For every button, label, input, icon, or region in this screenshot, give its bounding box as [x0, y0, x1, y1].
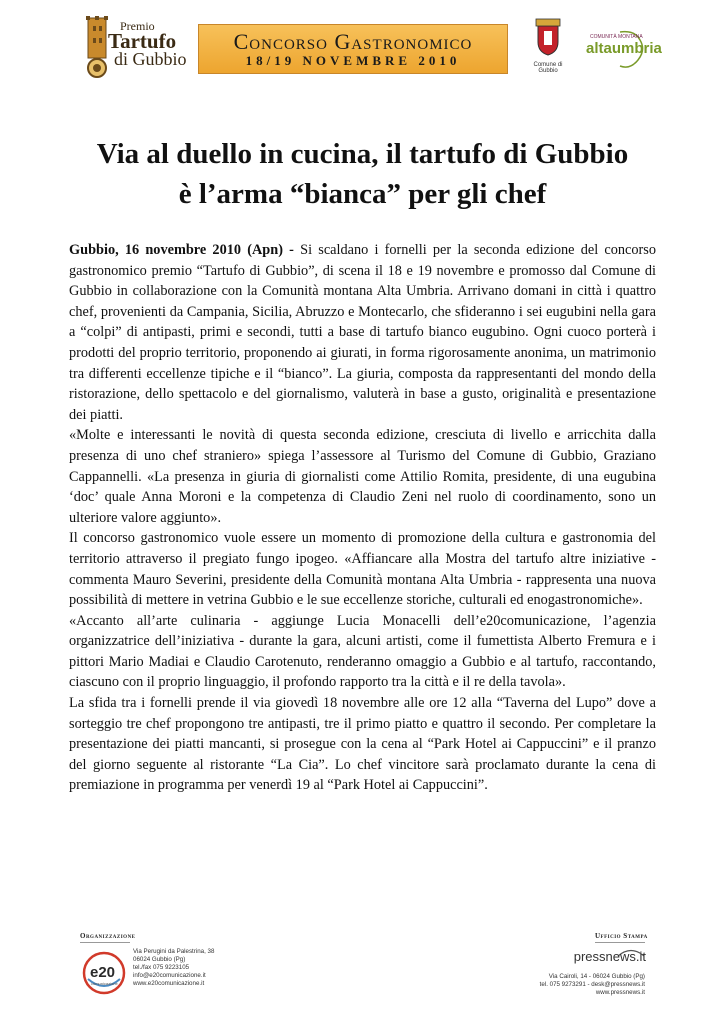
org-website: www.e20comunicazione.it: [133, 980, 205, 987]
e20-circle-icon: [80, 949, 128, 997]
paragraph-4: «Accanto all’arte culinaria - aggiunge Lucia Monacelli dell’e20comunicazione, l’agenzia organizzatrice dell’iniziativa - durante la gara, alcuni artisti, come il fumettista Alberto Fremura e i pittori Mario Madiai e Claudio Carotenuto, renderanno omaggio a Gubbio e al tartufo, raccontando, ciascuno con il proprio linguaggio, il profondo rapporto tra la città e il re della tavola».: [69, 612, 656, 691]
dateline: Gubbio, 16 novembre 2010 (Apn) -: [69, 242, 294, 258]
org-label: Organizzazione: [80, 932, 136, 940]
comune-crest: [527, 18, 569, 72]
letterhead: [0, 0, 725, 90]
org-email: info@e20comunicazione.it: [133, 972, 206, 979]
banner-date: 18/19 NOVEMBRE 2010: [245, 53, 461, 68]
org-phone: tel./fax 075 9223105: [133, 964, 190, 971]
gubbio-word: di Gubbio: [114, 49, 187, 69]
banner-title: Concorso Gastronomico: [233, 29, 473, 54]
press-phone: tel. 075 9273291 - desk@pressnews.it: [539, 981, 645, 988]
e20-text: e20: [90, 964, 116, 981]
paragraph-1-text: Si scaldano i fornelli per la seconda edizione del concorso gastronomico premio “Tartufo di Gubbio”, di scena il 18 e 19 novembre e promosso dal Comune di Gubbio in collaborazione con la Comunità montana Alta Umbria. Arrivano domani in città i quattro chef, provenienti da Campania, Sicilia, Abruzzo e Montecarlo, che sfideranno i sei eugubini nella gara a “colpi” di antipasti, primi e secondi, tutti a base di tartufo bianco eugubino. Ogni cuoco porterà i prodotti del proprio territorio, proponendo ai giurati, in forma rigorosamente anonima, un matrimonio tra differenti eccellenze tipiche e il “bianco”. La giuria, composta da rappresentanti del mondo della ristorazione, dello spettacolo e del giornalismo, valuterà in base a gusto, originalità e presentazione dei piatti.: [69, 242, 656, 423]
premio-word: Premio: [120, 19, 155, 33]
title-line-2: è l’arma “bianca” per gli chef: [178, 178, 547, 210]
org-address-1: Via Perugini da Palestrina, 38: [133, 948, 215, 955]
altaumbria-small: COMUNITÀ MONTANA: [590, 34, 643, 40]
e20-sub: comunicazione: [91, 981, 118, 986]
paragraph-1: [69, 240, 656, 425]
pressnews-name: pressnews.it: [573, 949, 646, 964]
press-website: www.pressnews.it: [595, 989, 645, 996]
altaumbria-name: altaumbria: [586, 40, 662, 57]
crest-label: Comune di Gubbio: [533, 62, 563, 74]
article-title: [40, 134, 685, 214]
paragraph-5: La sfida tra i fornelli prende il via giovedì 18 novembre alle ore 12 alla “Taverna del Lupo” dove a sorteggio tre chef propongono tre antipasti, tre il primo piatto e quattro il secondo. Per completare la presentazione dei piatti mancanti, si prosegue con la cena al “Park Hotel ai Cappuccini” e il pranzo del giorno seguente al ristorante “La Cia”. Lo chef vincitore sarà proclamato durante la cena di premiazione in programma per venerdì 19 al “Park Hotel ai Cappuccini”.: [69, 695, 656, 794]
e20-logo: [80, 949, 128, 997]
tartufo-word: Tartufo: [108, 29, 177, 53]
crest-icon: [533, 18, 563, 56]
paragraph-2: «Molte e interessanti le novità di questa seconda edizione, cresciuta di livello e arricchita dalla presenza di uno chef straniero» spiega l’assessore al Turismo del Comune di Gubbio, Graziano Cappannelli. «La presenza in giuria di giornalisti come Attilio Romita, presidente, di una eugubina ‘doc’ quale Anna Moroni e la competenza di Claudio Zeni nel ruolo di coordinamento, sono un ulteriore valore aggiunto».: [69, 427, 656, 526]
pressnews-logo: [566, 947, 646, 971]
tower-icon: [84, 14, 110, 80]
press-divider: [595, 942, 645, 943]
org-address-2: 06024 Gubbio (Pg): [133, 956, 186, 963]
title-line-1: Via al duello in cucina, il tartufo di Gubbio: [96, 138, 629, 170]
org-divider: [80, 942, 130, 943]
org-contact: [133, 948, 214, 988]
paragraph-3: Il concorso gastronomico vuole essere un momento di promozione della cultura e gastronomia del territorio attraverso il pregiato fungo ipogeo. «Affiancare alla Mostra del tartufo altre iniziative - commenta Mauro Severini, presidente della Comunità montana Alta Umbria - rappresenta una nuova possibilità di mettere in vetrina Gubbio e le sue eccellenze storiche, culturali ed enogastronomiche».: [69, 530, 656, 609]
press-address: Via Cairoli, 14 - 06024 Gubbio (Pg): [548, 973, 645, 980]
concorso-banner: [198, 24, 508, 74]
press-office-label: Ufficio Stampa: [595, 932, 648, 940]
premio-tartufo-logo: [80, 14, 195, 80]
page-footer: [0, 925, 725, 1024]
press-contact: [540, 973, 645, 997]
article-body: [69, 240, 656, 796]
altaumbria-logo: [580, 28, 662, 73]
